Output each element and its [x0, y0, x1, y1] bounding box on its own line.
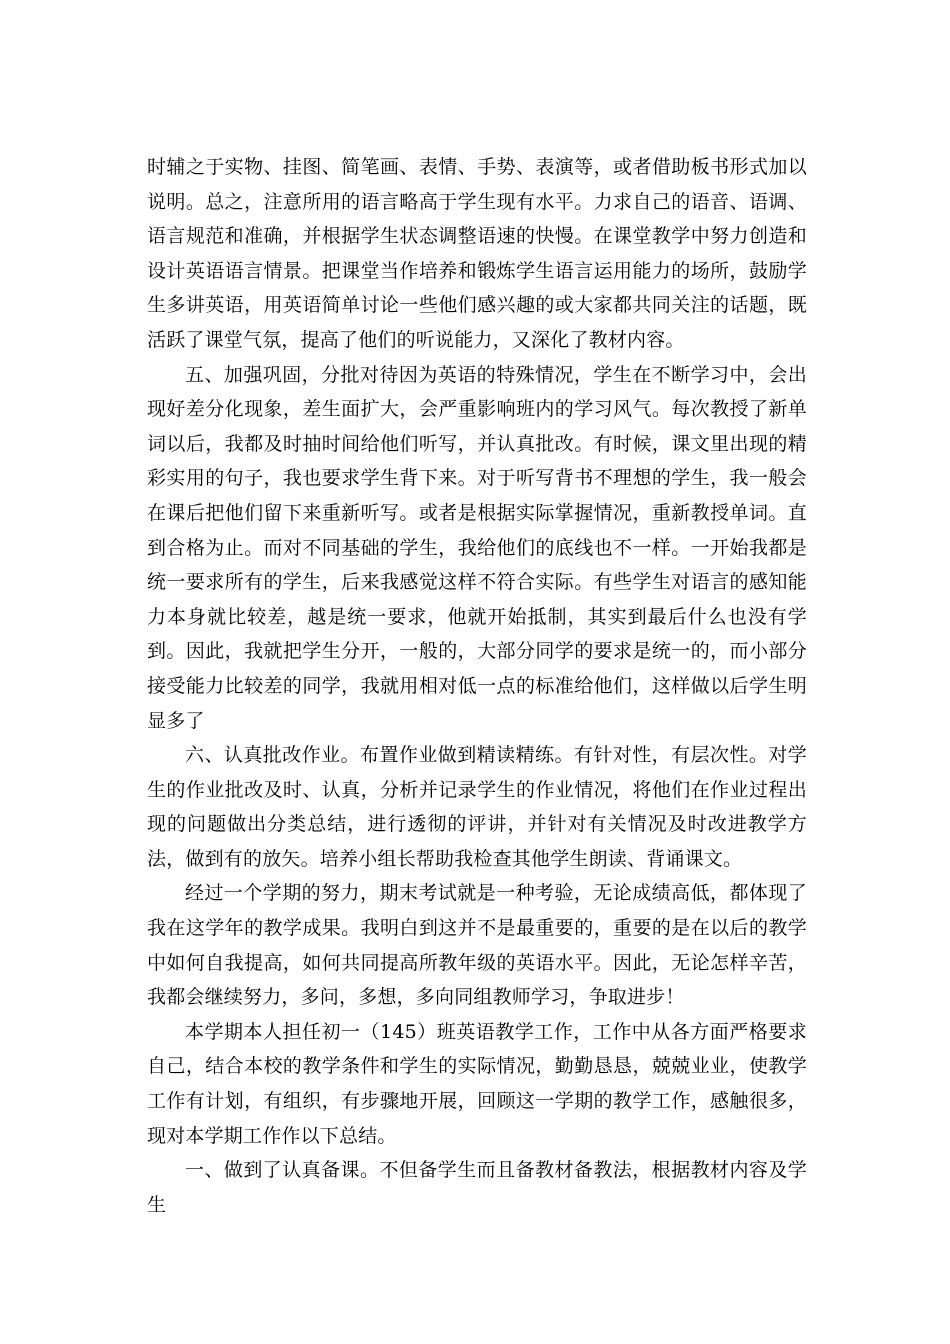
paragraph-semester-summary: 本学期本人担任初一（145）班英语教学工作，工作中从各方面严格要求自己，结合本校的教学条件和学生的实际情况，勤勤恳恳，兢兢业业，使教学工作有计划，有组织，有步骤地开展，回顾这一学期的教学工作，感触很多，现对本学期工作作以下总结。	[147, 1020, 807, 1147]
paragraph-semester-effort: 经过一个学期的努力，期末考试就是一种考验，无论成绩高低，都体现了我在这学年的教学成果。我明白到这并不是最重要的，重要的是在以后的教学中如何自我提高，如何共同提高所教年级的英语水平。因此，无论怎样辛苦，我都会继续努力，多问，多想，多向同组教师学习，争取进步！	[147, 882, 807, 1009]
paragraph-continuation: 时辅之于实物、挂图、简笔画、表情、手势、表演等，或者借助板书形式加以说明。总之，注意所用的语言略高于学生现有水平。力求自己的语音、语调、语言规范和准确，并根据学生状态调整语速的快慢。在课堂教学中努力创造和设计英语语言情景。把课堂当作培养和锻炼学生语言运用能力的场所，鼓励学生多讲英语，用英语简单讨论一些他们感兴趣的或大家都共同关注的话题，既活跃了课堂气氛，提高了他们的听说能力，又深化了教材内容。	[147, 156, 807, 351]
document-page	[147, 150, 807, 1222]
paragraph-lesson-preparation: 一、做到了认真备课。不但备学生而且备教材备教法，根据教材内容及学生	[147, 1159, 807, 1216]
paragraph-consolidation: 五、加强巩固，分批对待因为英语的特殊情况，学生在不断学习中，会出现好差分化现象，差生面扩大，会严重影响班内的学习风气。每次教授了新单词以后，我都及时抽时间给他们听写，并认真批改。有时候，课文里出现的精彩实用的句子，我也要求学生背下来。对于听写背书不理想的学生，我一般会在课后把他们留下来重新听写。或者是根据实际掌握情况，重新教授单词。直到合格为止。而对不同基础的学生，我给他们的底线也不一样。一开始我都是统一要求所有的学生，后来我感觉这样不符合实际。有些学生对语言的感知能力本身就比较差，越是统一要求，他就开始抵制，其实到最后什么也没有学到。因此，我就把学生分开，一般的，大部分同学的要求是统一的，而小部分接受能力比较差的同学，我就用相对低一点的标准给他们，这样做以后学生明显多了	[147, 363, 807, 732]
paragraph-homework: 六、认真批改作业。布置作业做到精读精练。有针对性，有层次性。对学生的作业批改及时、认真，分析并记录学生的作业情况，将他们在作业过程出现的问题做出分类总结，进行透彻的评讲，并针对有关情况及时改进教学方法，做到有的放矢。培养小组长帮助我检查其他学生朗读、背诵课文。	[147, 744, 807, 870]
